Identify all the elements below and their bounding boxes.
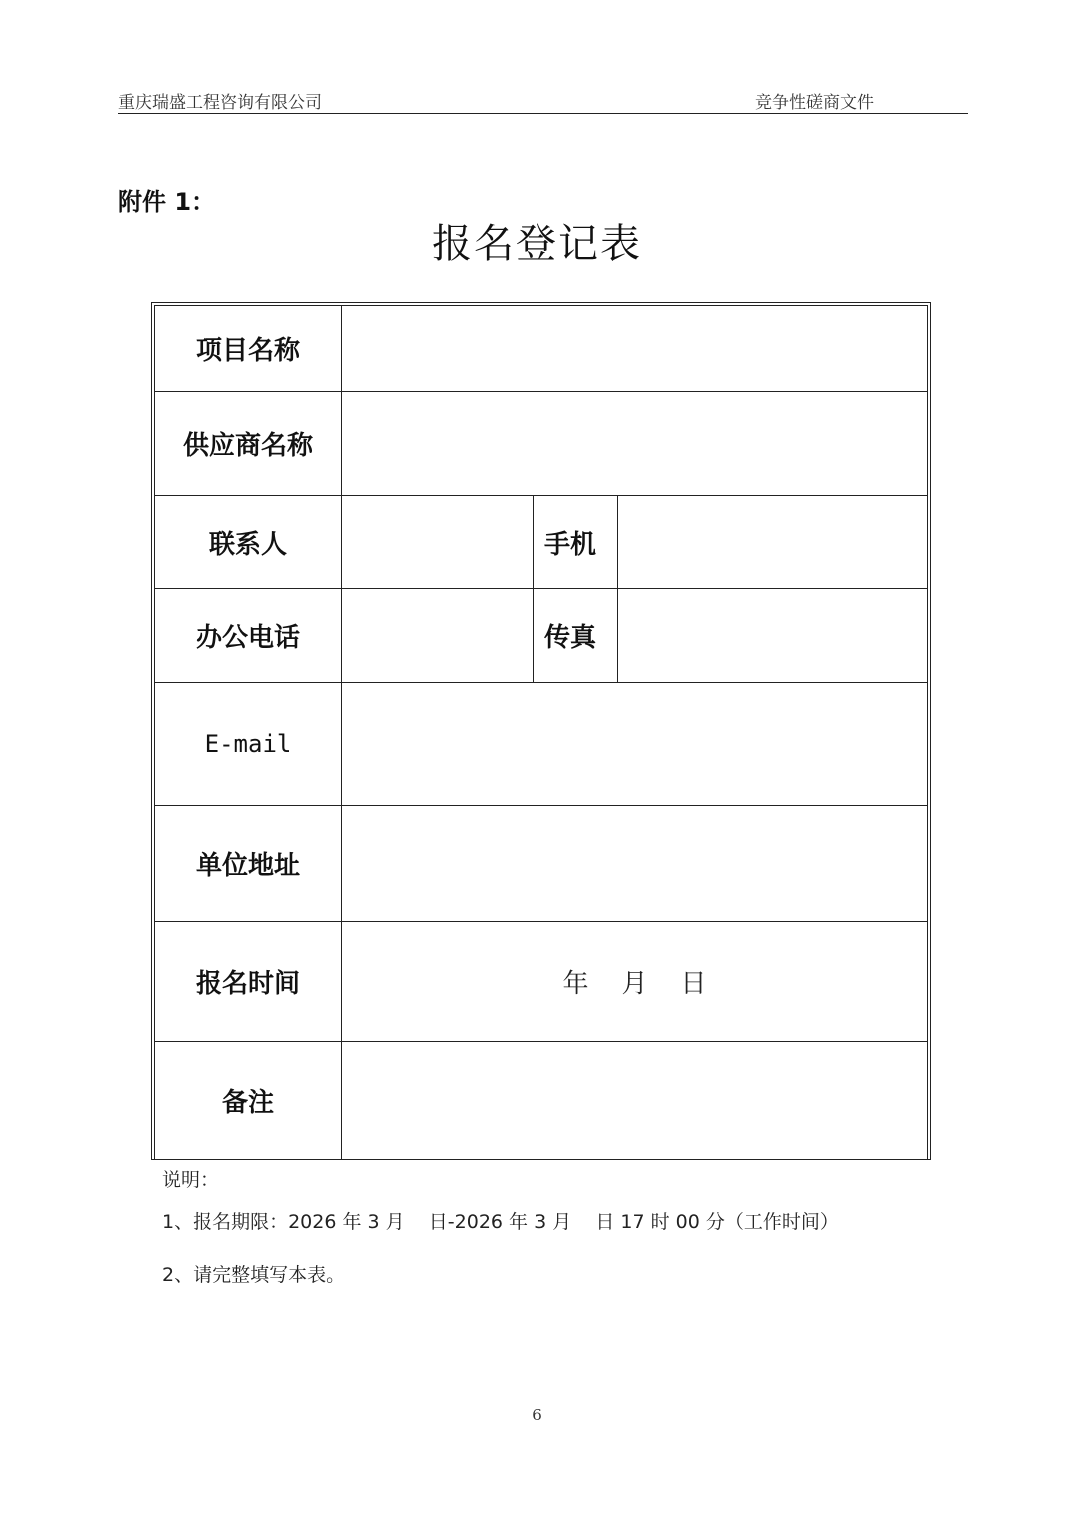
row-address (155, 806, 928, 922)
field-email[interactable] (342, 683, 928, 806)
label-email: E-mail (155, 683, 342, 806)
notes-line-1: 1、报名期限：2026 年 3 月 日-2026 年 3 月 日 17 时 00 分（工作时间） (162, 1211, 839, 1233)
registration-form (151, 302, 931, 1160)
label-reg-time: 报名时间 (155, 922, 342, 1042)
label-project-name: 项目名称 (155, 306, 342, 392)
label-fax: 传真 (534, 589, 618, 683)
field-address[interactable] (342, 806, 928, 922)
row-project-name (155, 306, 928, 392)
row-reg-time (155, 922, 928, 1042)
field-contact[interactable] (342, 496, 534, 589)
form-title: 报名登记表 (432, 221, 642, 267)
registration-table (154, 305, 928, 1160)
label-mobile: 手机 (534, 496, 618, 589)
field-project-name[interactable] (342, 306, 928, 392)
header-company: 重庆瑞盛工程咨询有限公司 (118, 93, 322, 113)
field-office-phone[interactable] (342, 589, 534, 683)
header-divider (118, 113, 968, 114)
label-remarks: 备注 (155, 1042, 342, 1160)
label-office-phone: 办公电话 (155, 589, 342, 683)
notes-heading: 说明： (162, 1169, 220, 1191)
label-supplier-name: 供应商名称 (155, 392, 342, 496)
label-contact: 联系人 (155, 496, 342, 589)
field-remarks[interactable] (342, 1042, 928, 1160)
page-number: 6 (532, 1406, 542, 1424)
row-contact (155, 496, 928, 589)
row-remarks (155, 1042, 928, 1160)
row-supplier-name (155, 392, 928, 496)
field-mobile[interactable] (618, 496, 928, 589)
field-fax[interactable] (618, 589, 928, 683)
notes-line-2: 2、请完整填写本表。 (162, 1264, 346, 1286)
field-supplier-name[interactable] (342, 392, 928, 496)
date-placeholder: 年 月 日 (562, 969, 707, 999)
header-doc-type: 竞争性磋商文件 (755, 93, 874, 113)
row-email (155, 683, 928, 806)
row-office-phone (155, 589, 928, 683)
attachment-label: 附件 1： (118, 188, 216, 216)
field-reg-time[interactable] (342, 922, 928, 1042)
label-address: 单位地址 (155, 806, 342, 922)
